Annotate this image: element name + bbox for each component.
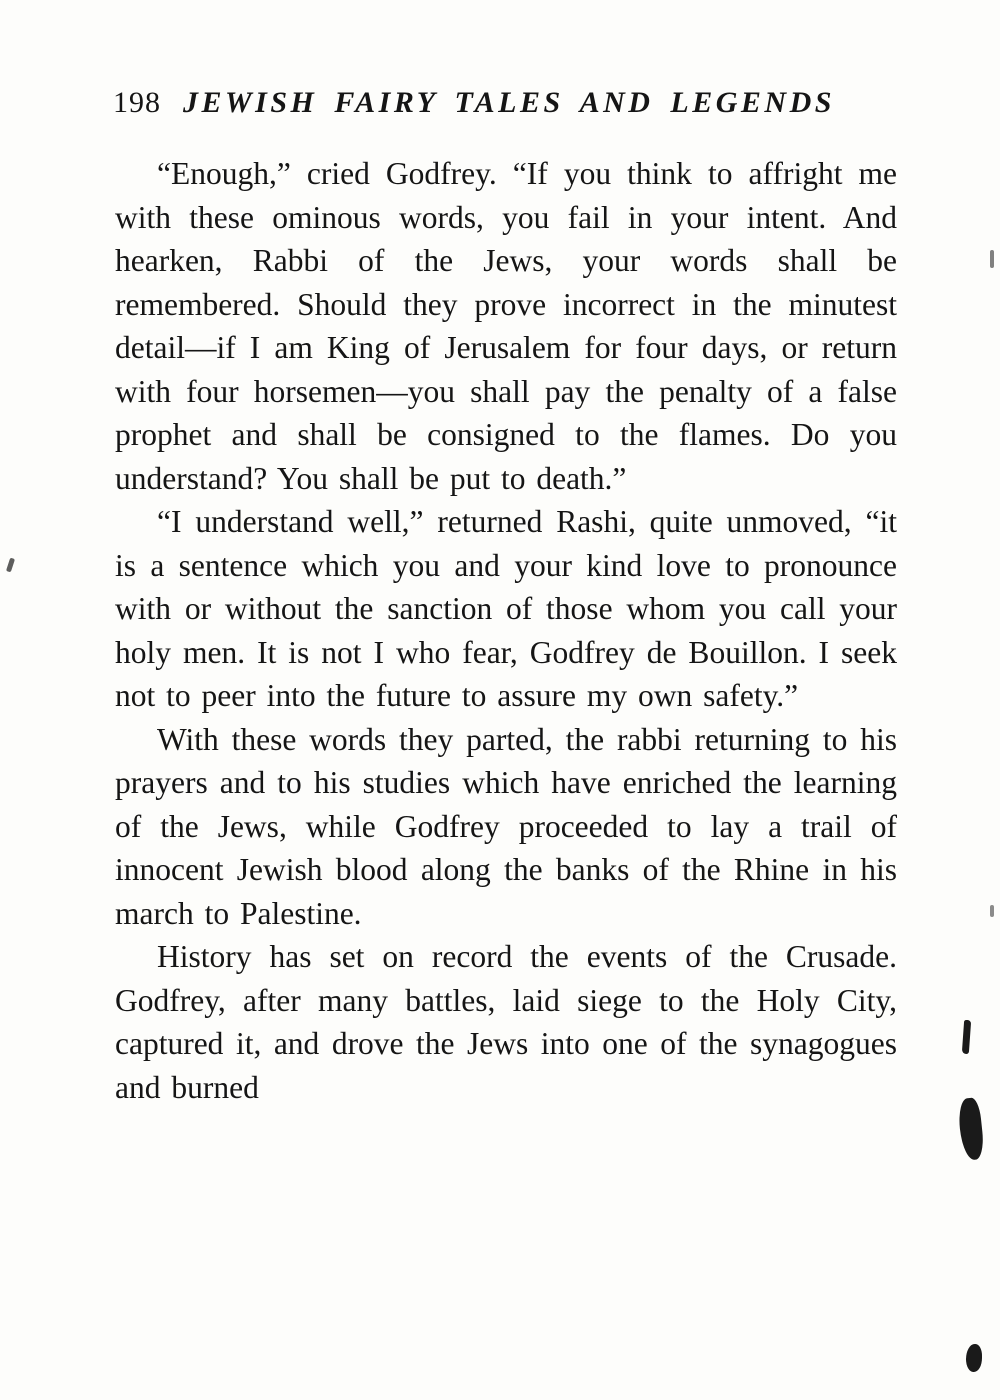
scan-artifact [6,558,15,573]
paragraph: With these words they parted, the rabbi returning to his prayers and to his studies which have enriched the learning of the Jews, while Godfrey proceeded to lay a trail of innocent Jewish blood along the banks of the Rhine in his march to Palestine. [115,721,897,931]
book-title: JEWISH FAIRY TALES AND LEGENDS [183,86,835,119]
scan-artifact [990,905,994,917]
paragraph: “I understand well,” returned Rashi, quite unmoved, “it is a sentence which you and your kind love to pronounce with or without the sanction of those whom you call your holy men. It is not I who fear, Godfrey de Bouillon. I seek not to peer into the future to assure my own safety.” [115,504,897,713]
paragraph: History has set on record the events of the Crusade. Godfrey, after many battles, laid siege to the Holy City, captured it, and drove the Jews into one of the synagogues and burned [115,939,897,1105]
scan-artifact [957,1097,985,1161]
paragraph: “Enough,” cried Godfrey. “If you think to affright me with these ominous words, you fail in your intent. And hearken, Rabbi of the Jews, your words shall be remembered. Should they prove incorrect in the minutest detail—if I am King of Jerusalem for four days, or return with four horsemen—you shall pay the penalty of a false prophet and shall be consigned to the flames. Do you understand? You shall be put to death.” [115,156,897,496]
scan-artifact [990,250,994,268]
scan-artifact [966,1344,982,1372]
page-number: 198 [113,86,161,119]
scan-artifact [962,1020,971,1054]
body-text [115,152,897,1109]
page-header [113,86,900,120]
